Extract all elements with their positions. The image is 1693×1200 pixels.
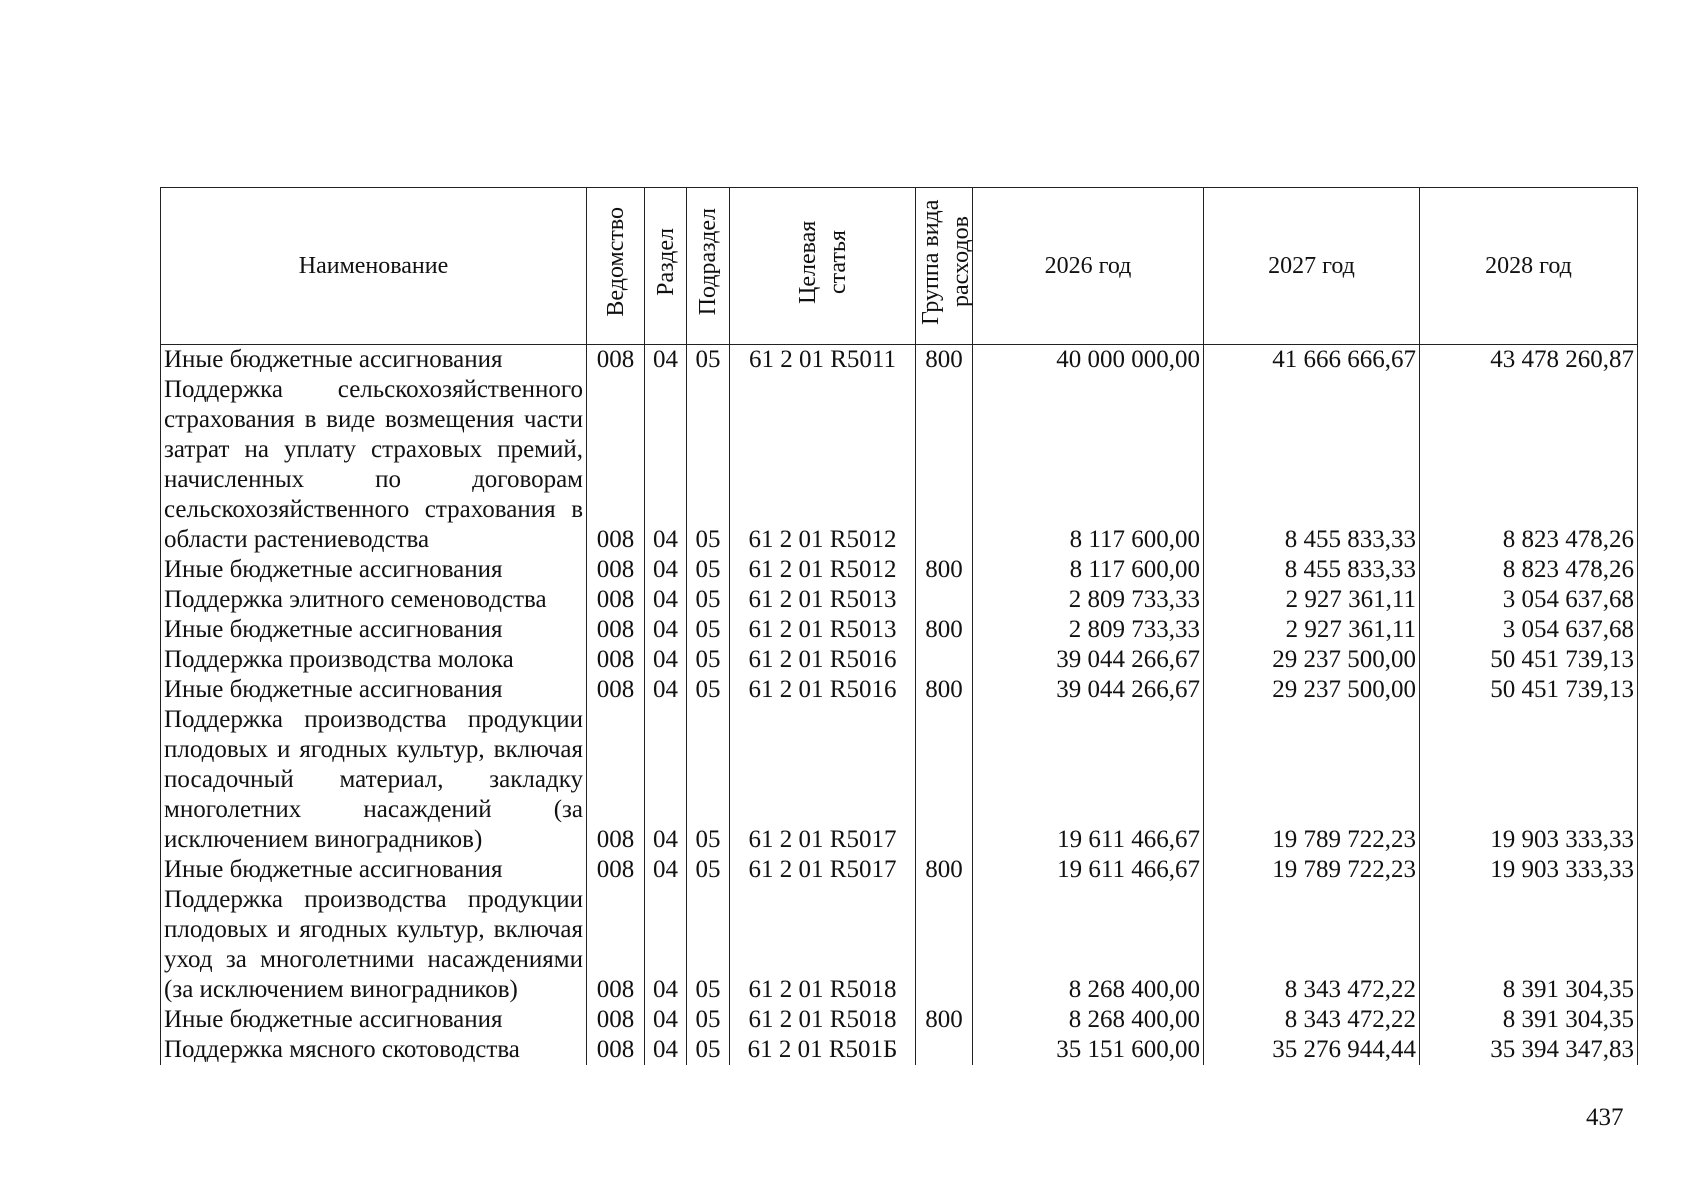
cell-department: 008 — [587, 555, 645, 585]
cell-subsection: 05 — [687, 615, 730, 645]
cell-department: 008 — [587, 585, 645, 615]
cell-subsection: 05 — [687, 645, 730, 675]
cell-2027: 19 789 722,23 — [1204, 705, 1420, 855]
table-row — [161, 1035, 1638, 1065]
cell-department: 008 — [587, 705, 645, 855]
cell-expense-group — [916, 705, 973, 855]
cell-target-article: 61 2 01 R5012 — [730, 375, 916, 555]
cell-2027: 41 666 666,67 — [1204, 345, 1420, 376]
header-2027: 2027 год — [1204, 188, 1420, 345]
cell-2028: 8 823 478,26 — [1420, 375, 1638, 555]
cell-2027: 8 343 472,22 — [1204, 1005, 1420, 1035]
cell-target-article: 61 2 01 R5011 — [730, 345, 916, 376]
cell-expense-group: 800 — [916, 345, 973, 376]
cell-name: Поддержка мясного скотоводства — [161, 1035, 587, 1065]
cell-department: 008 — [587, 615, 645, 645]
cell-section: 04 — [645, 705, 687, 855]
cell-department: 008 — [587, 345, 645, 376]
cell-subsection: 05 — [687, 1035, 730, 1065]
cell-2028: 43 478 260,87 — [1420, 345, 1638, 376]
cell-2028: 19 903 333,33 — [1420, 705, 1638, 855]
table-row — [161, 615, 1638, 645]
cell-department: 008 — [587, 675, 645, 705]
cell-2027: 29 237 500,00 — [1204, 675, 1420, 705]
cell-name: Поддержка производства продукции плодовых и ягодных культур, включая уход за многолетними насаждениями (за исключением виноградников) — [161, 885, 587, 1005]
page-number: 437 — [1586, 1104, 1624, 1131]
cell-expense-group — [916, 645, 973, 675]
cell-expense-group — [916, 1035, 973, 1065]
cell-2028: 50 451 739,13 — [1420, 645, 1638, 675]
cell-2026: 8 117 600,00 — [973, 555, 1204, 585]
table-row — [161, 375, 1638, 555]
header-2028: 2028 год — [1420, 188, 1638, 345]
cell-2027: 8 343 472,22 — [1204, 885, 1420, 1005]
cell-name: Иные бюджетные ассигнования — [161, 855, 587, 885]
cell-target-article: 61 2 01 R5016 — [730, 675, 916, 705]
header-target-article: Целевая статья — [730, 188, 916, 345]
cell-section: 04 — [645, 585, 687, 615]
cell-target-article: 61 2 01 R5018 — [730, 1005, 916, 1035]
cell-section: 04 — [645, 885, 687, 1005]
cell-expense-group — [916, 885, 973, 1005]
cell-section: 04 — [645, 855, 687, 885]
header-row — [161, 188, 1638, 345]
cell-expense-group — [916, 585, 973, 615]
cell-name: Поддержка сельскохозяйственного страхования в виде возмещения части затрат на уплату страховых премий, начисленных по договорам сельскохозяйственного страхования в области растениеводства — [161, 375, 587, 555]
cell-2028: 8 391 304,35 — [1420, 885, 1638, 1005]
cell-2028: 19 903 333,33 — [1420, 855, 1638, 885]
cell-name: Иные бюджетные ассигнования — [161, 615, 587, 645]
cell-2026: 8 117 600,00 — [973, 375, 1204, 555]
cell-2026: 8 268 400,00 — [973, 1005, 1204, 1035]
cell-2028: 35 394 347,83 — [1420, 1035, 1638, 1065]
cell-name: Иные бюджетные ассигнования — [161, 345, 587, 376]
cell-department: 008 — [587, 855, 645, 885]
cell-name: Поддержка производства молока — [161, 645, 587, 675]
cell-target-article: 61 2 01 R5013 — [730, 585, 916, 615]
cell-target-article: 61 2 01 R501Б — [730, 1035, 916, 1065]
table-row — [161, 705, 1638, 855]
cell-section: 04 — [645, 1035, 687, 1065]
cell-2027: 35 276 944,44 — [1204, 1035, 1420, 1065]
cell-2026: 2 809 733,33 — [973, 585, 1204, 615]
cell-2027: 2 927 361,11 — [1204, 615, 1420, 645]
cell-section: 04 — [645, 1005, 687, 1035]
budget-table — [160, 187, 1638, 1065]
table-row — [161, 345, 1638, 376]
cell-2027: 8 455 833,33 — [1204, 375, 1420, 555]
cell-target-article: 61 2 01 R5012 — [730, 555, 916, 585]
cell-expense-group: 800 — [916, 675, 973, 705]
cell-subsection: 05 — [687, 345, 730, 376]
cell-2026: 2 809 733,33 — [973, 615, 1204, 645]
cell-2028: 50 451 739,13 — [1420, 675, 1638, 705]
table-row — [161, 1005, 1638, 1035]
cell-target-article: 61 2 01 R5013 — [730, 615, 916, 645]
cell-2028: 3 054 637,68 — [1420, 615, 1638, 645]
header-department: Ведомство — [587, 188, 645, 345]
cell-name: Иные бюджетные ассигнования — [161, 1005, 587, 1035]
cell-section: 04 — [645, 615, 687, 645]
cell-2026: 35 151 600,00 — [973, 1035, 1204, 1065]
cell-2028: 3 054 637,68 — [1420, 585, 1638, 615]
cell-2026: 19 611 466,67 — [973, 855, 1204, 885]
table-row — [161, 585, 1638, 615]
cell-expense-group — [916, 375, 973, 555]
cell-name: Иные бюджетные ассигнования — [161, 555, 587, 585]
cell-department: 008 — [587, 645, 645, 675]
cell-2027: 29 237 500,00 — [1204, 645, 1420, 675]
table-row — [161, 855, 1638, 885]
cell-target-article: 61 2 01 R5017 — [730, 855, 916, 885]
cell-subsection: 05 — [687, 675, 730, 705]
cell-2027: 8 455 833,33 — [1204, 555, 1420, 585]
cell-2026: 39 044 266,67 — [973, 645, 1204, 675]
cell-2026: 19 611 466,67 — [973, 705, 1204, 855]
cell-subsection: 05 — [687, 705, 730, 855]
cell-subsection: 05 — [687, 885, 730, 1005]
table-body — [161, 345, 1638, 1066]
cell-subsection: 05 — [687, 555, 730, 585]
table-row — [161, 675, 1638, 705]
table-row — [161, 645, 1638, 675]
cell-name: Иные бюджетные ассигнования — [161, 675, 587, 705]
cell-name: Поддержка элитного семеноводства — [161, 585, 587, 615]
cell-department: 008 — [587, 885, 645, 1005]
cell-department: 008 — [587, 375, 645, 555]
cell-target-article: 61 2 01 R5016 — [730, 645, 916, 675]
cell-2027: 19 789 722,23 — [1204, 855, 1420, 885]
cell-section: 04 — [645, 675, 687, 705]
cell-2028: 8 391 304,35 — [1420, 1005, 1638, 1035]
cell-2027: 2 927 361,11 — [1204, 585, 1420, 615]
cell-subsection: 05 — [687, 375, 730, 555]
cell-expense-group: 800 — [916, 555, 973, 585]
cell-2026: 8 268 400,00 — [973, 885, 1204, 1005]
header-section: Раздел — [645, 188, 687, 345]
table-row — [161, 555, 1638, 585]
cell-expense-group: 800 — [916, 615, 973, 645]
cell-2026: 39 044 266,67 — [973, 675, 1204, 705]
cell-subsection: 05 — [687, 585, 730, 615]
cell-section: 04 — [645, 645, 687, 675]
cell-subsection: 05 — [687, 1005, 730, 1035]
cell-department: 008 — [587, 1035, 645, 1065]
header-expense-group: Группа вида расходов — [916, 188, 973, 345]
cell-section: 04 — [645, 555, 687, 585]
cell-target-article: 61 2 01 R5018 — [730, 885, 916, 1005]
cell-2026: 40 000 000,00 — [973, 345, 1204, 376]
header-name: Наименование — [161, 188, 587, 345]
cell-section: 04 — [645, 375, 687, 555]
header-subsection: Подраздел — [687, 188, 730, 345]
cell-section: 04 — [645, 345, 687, 376]
cell-2028: 8 823 478,26 — [1420, 555, 1638, 585]
cell-department: 008 — [587, 1005, 645, 1035]
header-2026: 2026 год — [973, 188, 1204, 345]
cell-name: Поддержка производства продукции плодовых и ягодных культур, включая посадочный материал, закладку многолетних насаждений (за исключением виноградников) — [161, 705, 587, 855]
cell-subsection: 05 — [687, 855, 730, 885]
cell-target-article: 61 2 01 R5017 — [730, 705, 916, 855]
cell-expense-group: 800 — [916, 1005, 973, 1035]
table-row — [161, 885, 1638, 1005]
cell-expense-group: 800 — [916, 855, 973, 885]
